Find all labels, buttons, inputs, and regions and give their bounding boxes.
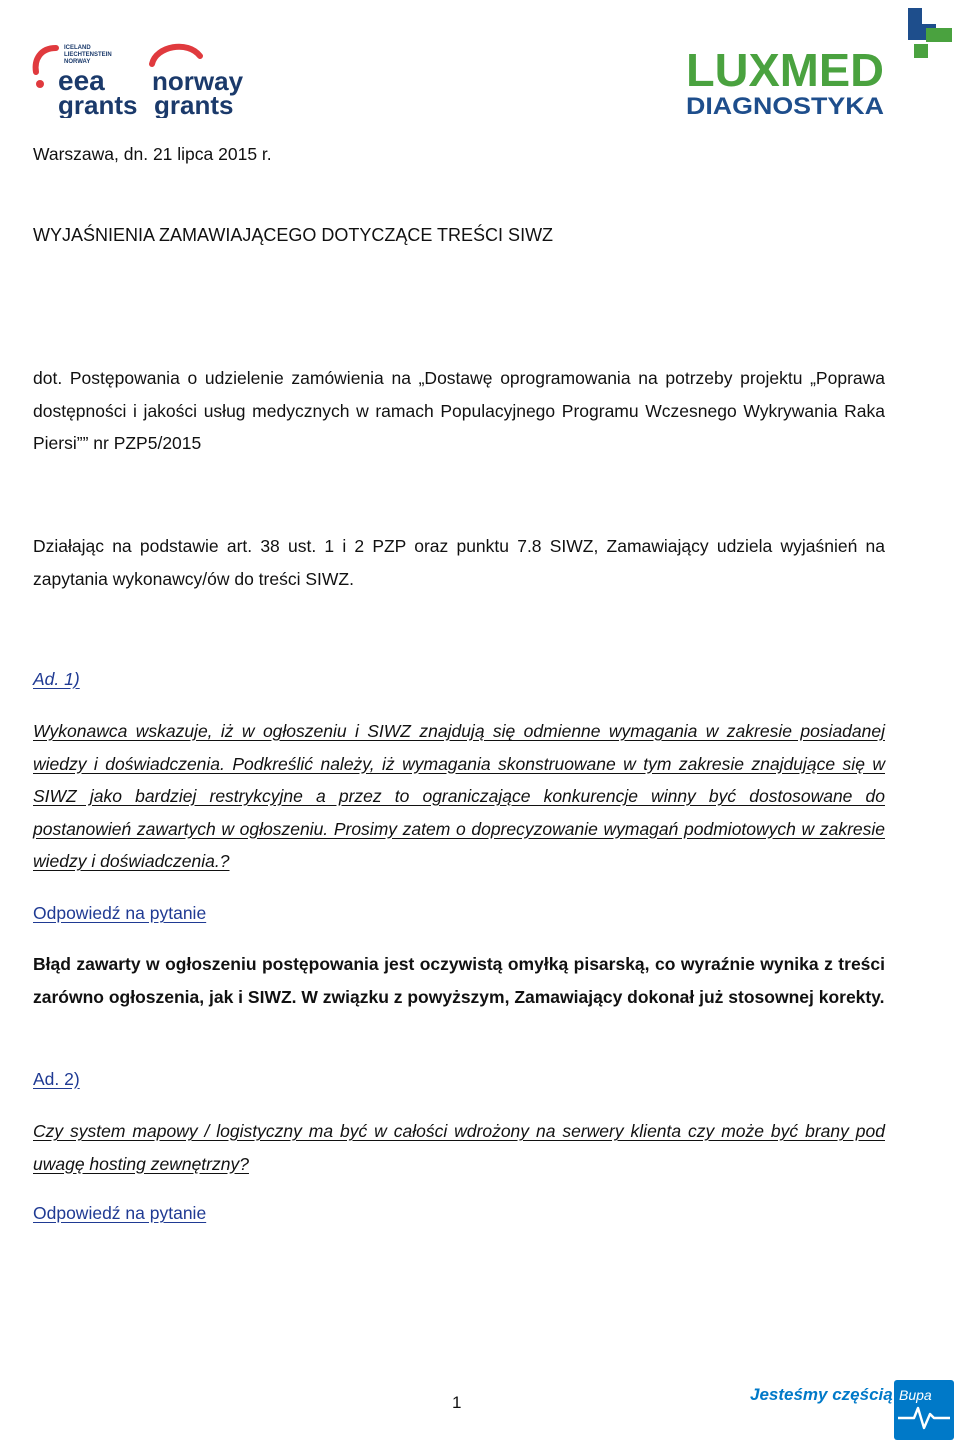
eea-red-dot-icon	[36, 80, 44, 88]
eea-country-2: LIECHTENSTEIN	[64, 52, 112, 58]
intro-paragraph: dot. Postępowania o udzielenie zamówienia na „Dostawę oprogramowania na potrzeby projektu „Poprawa dostępności i jakości usług medycznych w ramach Populacyjnego Programu Wczesnego Wykrywania Raka Piersi”” nr PZP5/2015	[33, 368, 885, 453]
luxmed-diagnostyka-logo	[682, 6, 952, 118]
date-line: Warszawa, dn. 21 lipca 2015 r.	[33, 144, 272, 164]
section-1-answer: Błąd zawarty w ogłoszeniu postępowania jest oczywistą omyłką pisarską, co wyraźnie wynika z treści zarówno ogłoszenia, jak i SIWZ. W związku z powyższym, Zamawiający dokonał już stosownej korekty.	[33, 954, 885, 1007]
luxmed-word: LUXMED	[686, 44, 884, 96]
norway-grants-word: grants	[154, 90, 234, 118]
section-1-answer-label: Odpowiedź na pytanie	[33, 903, 207, 923]
section-1-question: Wykonawca wskazuje, iż w ogłoszeniu i SIWZ znajdują się odmienne wymagania w zakresie posiadanej wiedzy i doświadczenia. Podkreślić należy, iż wymagania skonstruowane w tym zakresie znajdujące się w SIWZ jako bardziej restrykcyjne a przez to ograniczające konkurencje winny być dostosowane do postanowień zawartych w ogłoszeniu. Prosimy zatem o doprecyzowanie wymagań podmiotowych w zakresie wiedzy i doświadczenia.?	[33, 721, 885, 871]
section-2-label: Ad. 2)	[33, 1069, 80, 1089]
section-2-answer-label: Odpowiedź na pytanie	[33, 1203, 207, 1223]
eea-grants-word: grants	[58, 90, 138, 118]
eea-red-arc-icon	[36, 48, 56, 72]
norway-red-arc-icon	[152, 47, 200, 64]
luxmed-cross-icon	[908, 8, 952, 58]
bupa-brand: Bupa	[899, 1387, 932, 1403]
bupa-logo	[748, 1378, 956, 1442]
document-title: WYJAŚNIENIA ZAMAWIAJĄCEGO DOTYCZĄCE TREŚCI SIWZ	[33, 225, 554, 245]
section-1-label: Ad. 1)	[33, 669, 80, 689]
section-2-question: Czy system mapowy / logistyczny ma być w całości wdrożony na serwery klienta czy może być brany pod uwagę hosting zewnętrzny?	[33, 1121, 885, 1174]
legal-basis-paragraph: Działając na podstawie art. 38 ust. 1 i 2 PZP oraz punktu 7.8 SIWZ, Zamawiający udziela wyjaśnień na zapytania wykonawcy/ów do treści SIWZ.	[33, 536, 885, 589]
eea-country-3: NORWAY	[64, 59, 91, 65]
eea-word: eea	[58, 65, 105, 96]
eea-country-1: ICELAND	[64, 45, 91, 51]
bupa-slogan: Jesteśmy częścią	[750, 1385, 893, 1404]
page-number: 1	[452, 1393, 462, 1412]
eea-norway-grants-logo	[30, 38, 260, 118]
norway-word: norway	[152, 66, 244, 96]
diagnostyka-word: DIAGNOSTYKA	[686, 93, 884, 118]
